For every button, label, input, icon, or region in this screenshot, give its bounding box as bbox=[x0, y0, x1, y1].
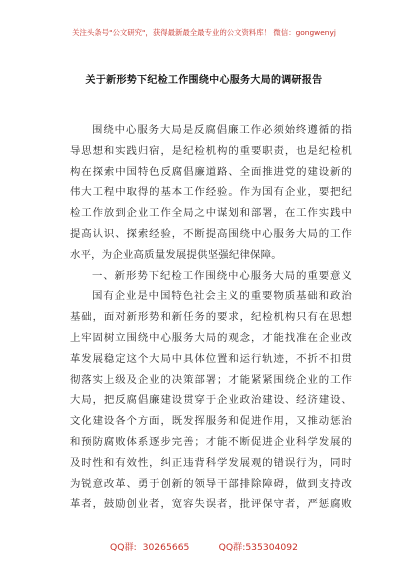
body-line: 革者，鼓励创业者，宽容失误者，批评保守者，严惩腐败 bbox=[70, 498, 352, 511]
document-body bbox=[70, 120, 352, 515]
body-line: 水平，为企业高质量发展提供坚强纪律保障。 bbox=[70, 248, 282, 261]
body-line: 上牢固树立围绕中心服务大局的观念，才能找准在企业改 bbox=[70, 331, 352, 344]
body-line: 提高认识、探索经验，不断提高围绕中心服务大局的工作 bbox=[70, 227, 352, 240]
body-line: 为锐意改革、勇于创新的领导干部排除障碍，做到支持改 bbox=[70, 477, 352, 490]
document-title: 关于新形势下纪检工作围绕中心服务大局的调研报告 bbox=[85, 75, 323, 86]
section-heading: 一、新形势下纪检工作围绕中心服务大局的重要意义 bbox=[92, 269, 352, 282]
header-promo-note: 关注头条号"公文研究"，获得最新最全最专业的公文资料库！ 微信：gongwenyj bbox=[72, 28, 336, 37]
body-line: 检工作放到企业工作全局之中谋划和部署，在工作实践中 bbox=[70, 207, 352, 220]
footer-qq-groups: QQ群: 30265665 QQ群:535304092 bbox=[110, 542, 298, 553]
body-line: 导思想和实践归宿，是纪检机构的重要职责，也是纪检机 bbox=[70, 144, 352, 157]
body-line: 伟大工程中取得的基本工作经验。作为国有企业，要把纪 bbox=[70, 186, 352, 199]
body-line: 革发展稳定这个大局中具体位置和运行轨迹，不折不扣贯 bbox=[70, 352, 352, 365]
body-line: 及时性和有效性，纠正违背科学发展观的错误行为，同时 bbox=[70, 456, 352, 469]
body-line: 文化建设各个方面，既发挥服务和促进作用，又推动惩治 bbox=[70, 415, 352, 428]
body-line: 和预防腐败体系逐步完善；才能不断促进企业科学发展的 bbox=[70, 435, 352, 448]
body-line: 构在探索中国特色反腐倡廉道路、全面推进党的建设新的 bbox=[70, 165, 352, 178]
body-line: 国有企业是中国特色社会主义的重要物质基础和政治 bbox=[92, 290, 352, 303]
body-line: 大局，把反腐倡廉建设贯穿于企业政治建设、经济建设、 bbox=[70, 394, 352, 407]
body-line: 彻落实上级及企业的决策部署；才能紧紧围绕企业的工作 bbox=[70, 373, 352, 386]
body-line: 围绕中心服务大局是反腐倡廉工作必须始终遵循的指 bbox=[92, 124, 352, 136]
body-line: 基础，面对新形势和新任务的要求，纪检机构只有在思想 bbox=[70, 311, 352, 324]
